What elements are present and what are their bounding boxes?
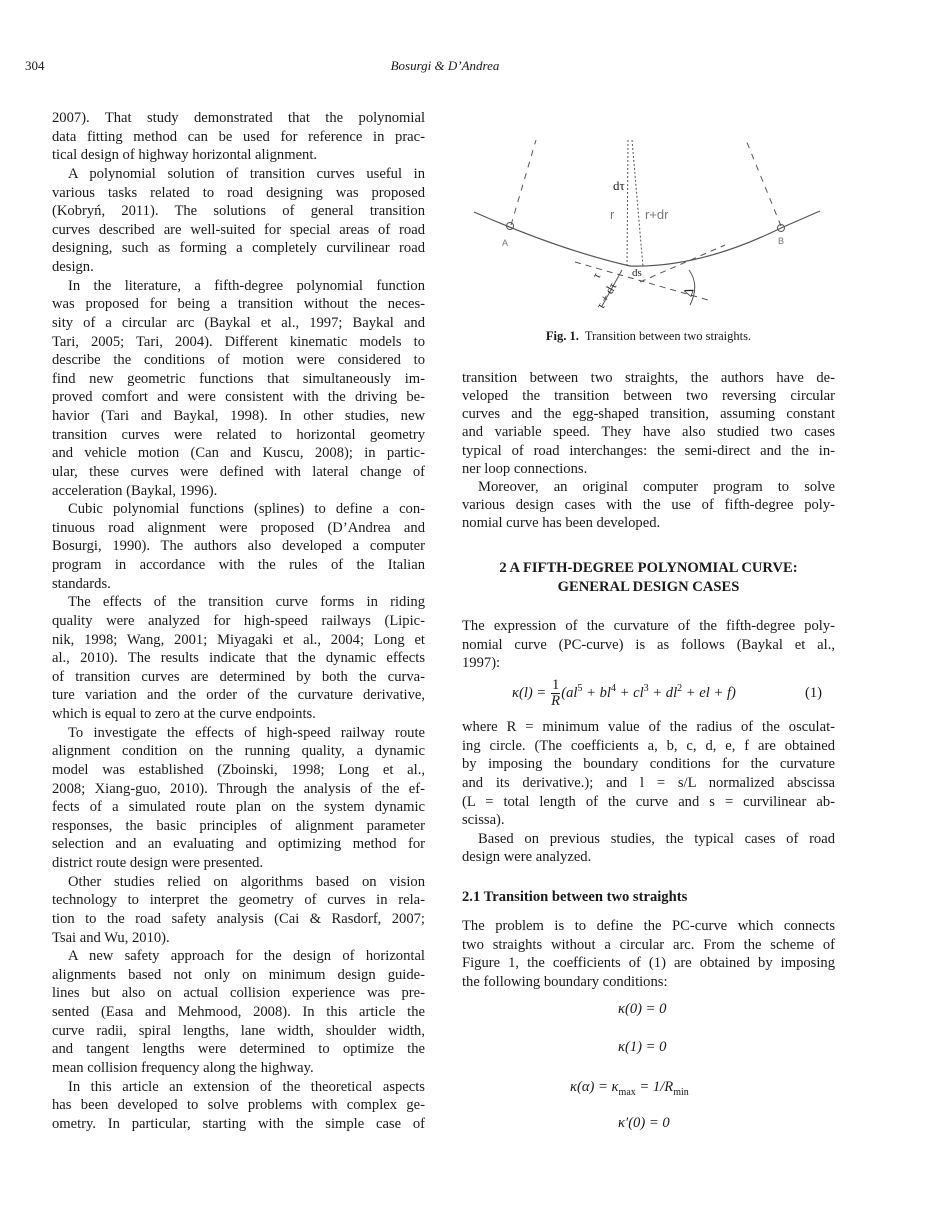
paragraph bbox=[462, 917, 835, 992]
label-r: r bbox=[610, 207, 615, 222]
text-line: tinuous road alignment were proposed (D’Andrea and bbox=[52, 519, 425, 536]
paragraph bbox=[52, 1078, 425, 1134]
text-line: transition curves were related to horizontal geometry bbox=[52, 426, 425, 443]
text-line: curves described are well-suited for special areas of road bbox=[52, 221, 425, 238]
text-line: transition between two straights, the authors have de- bbox=[462, 370, 835, 386]
where-text bbox=[462, 718, 835, 867]
condition-2: κ(1) = 0 bbox=[618, 1039, 667, 1055]
text-line: havior (Tari and Baykal, 1998). In other studies, new bbox=[52, 408, 425, 424]
paragraph bbox=[462, 830, 835, 867]
text-line: by imposing the boundary conditions for the curvature bbox=[462, 756, 835, 773]
normal-line-a bbox=[511, 140, 536, 225]
text-line: design. bbox=[52, 259, 94, 275]
text-line: ometry. In particular, starting with the simple case of bbox=[52, 1115, 425, 1132]
text-line: sented (Easa and Mehmood, 2008). In this article the bbox=[52, 1004, 425, 1020]
text-line: The expression of the curvature of the fifth-degree poly- bbox=[462, 618, 835, 634]
label-tau-plus-dtau: τ + dτ bbox=[593, 279, 620, 312]
text-line: fects of a simulated route plan on the system dynamic bbox=[52, 799, 425, 816]
eq1-numerator: 1 bbox=[551, 677, 560, 693]
paragraph bbox=[52, 947, 425, 1077]
text-line: ner loop connections. bbox=[462, 460, 588, 477]
label-tau: τ bbox=[588, 269, 604, 281]
text-line: of transition curves are determined by both the curva- bbox=[52, 668, 425, 685]
paragraph bbox=[52, 109, 425, 165]
text-line: The effects of the transition curve forms in riding bbox=[68, 594, 425, 611]
label-point-a: A bbox=[502, 238, 509, 248]
condition-3-part: κ(α) = κ bbox=[570, 1079, 619, 1095]
text-line: In this article an extension of the theoretical aspects bbox=[68, 1078, 425, 1095]
paragraph bbox=[52, 873, 425, 948]
text-line: proved comfort and were consistent with the driving be- bbox=[52, 389, 425, 406]
text-line: In the literature, a fifth-degree polynomial function bbox=[68, 277, 425, 294]
text-line: nomial curve has been developed. bbox=[462, 515, 661, 532]
text-line: and vehicle motion (Can and Kuscu, 2008); in partic- bbox=[52, 445, 425, 462]
figure-caption-label: Fig. 1. bbox=[545, 329, 579, 343]
text-line: data fitting method can be used for reference in prac- bbox=[52, 128, 425, 145]
text-line: nik, 1998; Wang, 2001; Miyagaki et al., 2004; Long et bbox=[52, 631, 425, 648]
eq1-term: (al bbox=[561, 684, 578, 701]
paragraph bbox=[52, 593, 425, 723]
text-line: the following boundary conditions: bbox=[462, 973, 668, 990]
page-number: 304 bbox=[25, 58, 45, 73]
text-line: 2008; Xiang-guo, 2010). Through the analysis of the ef- bbox=[52, 780, 425, 797]
text-line: Bosurgi, 1990). The authors also developed a computer bbox=[52, 538, 425, 555]
condition-1: κ(0) = 0 bbox=[618, 1001, 667, 1017]
radius-line-r-dr bbox=[632, 140, 643, 267]
text-line: where R = minimum value of the radius of the osculat- bbox=[462, 719, 835, 735]
condition-3-part: = 1/R bbox=[635, 1079, 674, 1095]
running-title: Bosurgi & D’Andrea bbox=[390, 58, 500, 73]
condition-3-sub: min bbox=[673, 1086, 689, 1098]
text-line: ular, these curves were defined with lateral change of bbox=[52, 463, 425, 480]
text-line: selection and an evaluating and optimizing method for bbox=[52, 836, 425, 853]
paragraph bbox=[52, 165, 425, 277]
text-line: model was established (Zboinski, 1998; Long et al., bbox=[52, 761, 425, 778]
text-line: describe the conditions of motion were considered to bbox=[52, 352, 425, 369]
condition-3 bbox=[570, 1079, 689, 1096]
text-line: 2007). That study demonstrated that the polynomial bbox=[52, 110, 425, 126]
radius-line-r bbox=[627, 140, 628, 267]
paragraph bbox=[52, 500, 425, 593]
text-line: district route design were presented. bbox=[52, 855, 264, 871]
label-point-b: B bbox=[778, 236, 785, 246]
eq1-power: 3 bbox=[643, 682, 649, 694]
text-line: Tari, 2005; Tari, 2004). Different kinematic models to bbox=[52, 333, 425, 350]
equation-intro-text bbox=[462, 617, 835, 673]
text-line: which is equal to zero at the curve endpoints. bbox=[52, 706, 316, 722]
paragraph bbox=[462, 617, 835, 673]
text-line: nomial curve (PC-curve) is as follows (Baykal et al., bbox=[462, 636, 835, 653]
paragraph bbox=[52, 724, 425, 873]
text-line: tion to the road safety analysis (Cai & Rasdorf, 2007; bbox=[52, 910, 425, 927]
text-line: was proposed for being a transition without the neces- bbox=[52, 296, 425, 313]
equation-1-number: (1) bbox=[805, 685, 823, 701]
paragraph bbox=[52, 277, 425, 501]
right-intro-text bbox=[462, 369, 835, 532]
label-delta: Δ bbox=[679, 285, 697, 299]
eq1-power: 2 bbox=[677, 682, 683, 694]
text-line: program in accordance with the rules of the Italian bbox=[52, 557, 425, 573]
eq1-term: + el + f) bbox=[682, 684, 736, 701]
text-line: scissa). bbox=[462, 812, 505, 829]
paragraph bbox=[462, 369, 835, 478]
text-line: Moreover, an original computer program to solve bbox=[478, 478, 835, 495]
text-line: ing circle. (The coefficients a, b, c, d, e, f are obtained bbox=[462, 737, 835, 754]
eq1-power: 5 bbox=[577, 682, 583, 694]
paragraph bbox=[462, 478, 835, 532]
text-line: curve radii, spiral lengths, lane width, shoulder width, bbox=[52, 1022, 425, 1039]
text-line: designing, such as forming a completely curvilinear road bbox=[52, 240, 425, 257]
paragraph bbox=[462, 718, 835, 830]
text-line: The problem is to define the PC-curve which connects bbox=[462, 918, 835, 934]
eq1-power: 4 bbox=[610, 682, 616, 694]
eq1-term: + bl bbox=[582, 684, 611, 701]
text-line: tical design of highway horizontal alignment. bbox=[52, 147, 318, 164]
eq1-fraction bbox=[551, 678, 560, 709]
text-line: (Kobryń, 2011). The solutions of general transition bbox=[52, 203, 425, 220]
figure-caption bbox=[462, 329, 835, 344]
condition-3-sub: max bbox=[618, 1086, 636, 1098]
subsection-heading: 2.1 Transition between two straights bbox=[462, 889, 688, 905]
text-line: typical of road interchanges: the semi-direct and the in- bbox=[462, 442, 835, 459]
eq1-lhs: κ(l) = bbox=[512, 684, 547, 701]
text-line: Figure 1, the coefficients of (1) are obtained by imposing bbox=[462, 955, 835, 972]
text-line: alignments based not only on minimum design guide- bbox=[52, 966, 425, 983]
text-line: A new safety approach for the design of horizontal bbox=[68, 948, 425, 965]
text-line: lines but also on actual collision experience was pre- bbox=[52, 985, 425, 1002]
text-line: and tangent lengths were determined to optimize the bbox=[52, 1041, 425, 1058]
text-line: al., 2010). The results indicate that the dynamic effects bbox=[52, 650, 425, 667]
section-heading bbox=[462, 559, 835, 597]
text-line: various tasks related to road designing was proposed bbox=[52, 184, 425, 201]
text-line: sity of a circular arc (Baykal et al., 1997; Baykal and bbox=[52, 314, 425, 331]
text-line: curves and the egg-shaped transition, assuming constant bbox=[462, 406, 835, 423]
text-line: and variable speed. They have also studied two cases bbox=[462, 424, 835, 441]
text-line: Based on previous studies, the typical cases of road bbox=[478, 830, 835, 847]
eq1-term: + dl bbox=[648, 684, 678, 701]
text-line: Other studies relied on algorithms based on vision bbox=[68, 873, 425, 890]
equation-1 bbox=[512, 678, 736, 709]
eq1-denominator: R bbox=[551, 693, 561, 709]
text-line: two straights without a circular arc. From the scheme of bbox=[462, 936, 835, 953]
delta-arc bbox=[689, 270, 695, 305]
text-line: veloped the transition between two reversing circular bbox=[462, 388, 835, 405]
text-line: acceleration (Baykal, 1996). bbox=[52, 482, 218, 499]
text-line: has been developed to solve problems with complex ge- bbox=[52, 1097, 425, 1114]
left-column bbox=[52, 109, 425, 1133]
label-r-plus-dr: r+dr bbox=[645, 207, 669, 222]
text-line: mean collision frequency along the highway. bbox=[52, 1059, 314, 1076]
text-line: find new geometric functions that simultaneously im- bbox=[52, 370, 425, 387]
label-d-tau: dτ bbox=[613, 178, 625, 193]
figure-caption-text: Transition between two straights. bbox=[584, 329, 752, 343]
tangent-dashed-2 bbox=[640, 245, 725, 282]
text-line: and its derivative.); and l = s/L normalized abscissa bbox=[462, 774, 835, 791]
condition-4: κ′(0) = 0 bbox=[618, 1115, 670, 1131]
text-line: technology to interpret the geometry of curves in rela- bbox=[52, 892, 425, 909]
eq1-term: + cl bbox=[615, 684, 644, 701]
text-line: design were analyzed. bbox=[462, 849, 592, 866]
text-line: quality were analyzed for high-speed railways (Lipic- bbox=[52, 612, 425, 629]
text-line: 1997): bbox=[462, 655, 501, 672]
section-heading-line1: 2 A FIFTH-DEGREE POLYNOMIAL CURVE: bbox=[499, 560, 798, 576]
text-line: Cubic polynomial functions (splines) to define a con- bbox=[68, 501, 425, 518]
text-line: standards. bbox=[52, 575, 111, 592]
text-line: alignment condition on the running quality, a dynamic bbox=[52, 743, 425, 760]
normal-line-b bbox=[746, 140, 781, 226]
text-line: To investigate the effects of high-speed railway route bbox=[68, 724, 425, 741]
text-line: A polynomial solution of transition curves useful in bbox=[68, 165, 425, 182]
text-line: (L = total length of the curve and s = curvilinear ab- bbox=[462, 793, 835, 810]
figure-transition-diagram bbox=[462, 138, 834, 318]
subsection-text bbox=[462, 917, 835, 992]
text-line: responses, the basic principles of alignment parameter bbox=[52, 817, 425, 834]
text-line: ture variation and the order of the curvature derivative, bbox=[52, 687, 425, 704]
section-heading-line2: GENERAL DESIGN CASES bbox=[557, 579, 740, 595]
text-line: Tsai and Wu, 2010). bbox=[52, 929, 170, 946]
text-line: various design cases with the use of fifth-degree poly- bbox=[462, 496, 835, 513]
label-ds: ds bbox=[632, 267, 642, 279]
